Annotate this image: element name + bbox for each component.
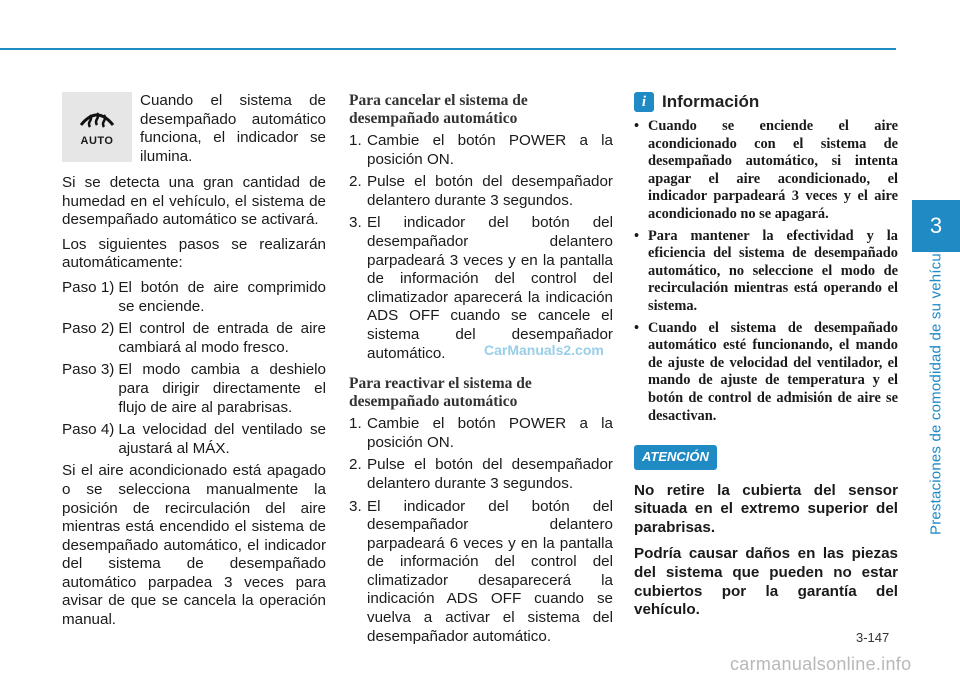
step-item (62, 421, 326, 458)
step-item (62, 361, 326, 417)
paragraph: Los siguientes pasos se realizarán automáticamente: (62, 235, 326, 272)
auto-label: AUTO (80, 135, 114, 148)
column-middle (349, 92, 613, 658)
info-title: Información (662, 91, 760, 111)
section-heading: Para reactivar el sistema de desempañado automático (349, 375, 532, 411)
step-text: La velocidad del ventilado se ajustará al MÁX. (118, 421, 326, 457)
column-left (62, 92, 326, 636)
header-rule (0, 48, 896, 50)
column-right (634, 92, 898, 628)
list-number: 1. (349, 415, 362, 433)
list-item (634, 228, 898, 316)
list-text: El indicador del botón del desempañador delantero parpadeará 3 veces y en la pantalla de información del control del climatizador aparecerá la indicación ADS OFF cuando se cancele el sistema del desempañador automático. (367, 214, 613, 362)
bullet-icon: • (634, 118, 640, 134)
list-item (349, 415, 613, 452)
list-number: 3. (349, 214, 362, 232)
list-text: Cambie el botón POWER a la posición ON. (367, 415, 613, 451)
paragraph: Si el aire acondicionado está apagado o se selecciona manualmente la posición de recirculación del aire mientras está encendido el sistema de desempañado automático, el indicador del sistema de desempañado automático parpadea 3 veces para avisar de que se cancela la operación manual. (62, 462, 326, 629)
list-number: 2. (349, 173, 362, 191)
list-item (349, 214, 613, 363)
list-text: Cuando se enciende el aire acondicionado con el sistema de desempañado automático, si intenta apagar el aire acondicionado, el indicador parpadeará 3 veces y el aire acondicionado no se apagará. (648, 118, 898, 222)
numbered-list (349, 132, 613, 363)
section-heading: Para cancelar el sistema de desempañado automático (349, 92, 528, 127)
bullet-icon: • (634, 319, 640, 336)
section-title: Prestaciones de comodidad de su vehículo (927, 240, 945, 536)
list-text: Para mantener la efectividad y la eficiencia del sistema de desempañado automático, no seleccione el modo de recirculación mientras está operando el sistema. (648, 227, 898, 314)
info-icon: i (634, 92, 654, 112)
list-item (634, 320, 898, 426)
step-item (62, 320, 326, 357)
list-number: 3. (349, 497, 362, 515)
attention-badge: ATENCIÓN (634, 445, 717, 470)
intro-text: Cuando el sistema de desempañado automático funciona, el indicador se ilumina. (140, 92, 326, 165)
chapter-number: 3 (929, 213, 943, 238)
info-list (634, 118, 898, 425)
auto-defog-indicator (62, 92, 132, 162)
list-number: 1. (349, 132, 362, 149)
step-label: Paso 3) (62, 361, 115, 379)
watermark: CarManuals2.com (484, 342, 604, 358)
list-item (634, 118, 898, 224)
warning-text: No retire la cubierta del sensor situada en el extremo superior del parabrisas. (634, 481, 898, 536)
list-text: El indicador del botón del desempañador delantero parpadeará 6 veces y en la pantalla de información del control del climatizador desaparecerá la indicación ADS OFF cuando se vuelva a activar el sistema del desempañador automático. (367, 497, 613, 645)
page-number: 3-147 (856, 630, 890, 645)
list-item (349, 456, 613, 493)
warning-text: Podría causar daños en las piezas del sistema que pueden no estar cubiertos por la garantía del vehículo. (634, 545, 898, 619)
list-text: Cuando el sistema de desempañado automático esté funcionando, el mando de ajuste de velocidad del ventilador, el mando de ajuste de temperatura y el botón de control de admisión de aire se desactivan. (648, 319, 898, 424)
list-text: Cambie el botón POWER a la posición ON. (367, 132, 613, 168)
step-text: El modo cambia a deshielo para dirigir directamente el flujo de aire al parabrisas. (118, 361, 326, 416)
list-item (349, 132, 613, 169)
step-text: El botón de aire comprimido se enciende. (118, 278, 326, 315)
numbered-list (349, 415, 613, 646)
step-label: Paso 4) (62, 421, 115, 439)
list-item (349, 498, 613, 647)
bullet-icon: • (634, 227, 640, 244)
windshield-defrost-icon (77, 103, 117, 131)
footer-watermark: carmanualsonline.info (730, 654, 912, 674)
list-text: Pulse el botón del desempañador delantero durante 3 segundos. (367, 173, 613, 209)
list-text: Pulse el botón del desempañador delantero durante 3 segundos. (367, 456, 613, 492)
step-label: Paso 1) (62, 278, 115, 296)
step-text: El control de entrada de aire cambiará al modo fresco. (118, 320, 326, 356)
step-item (62, 279, 326, 316)
paragraph: Si se detecta una gran cantidad de humedad en el vehículo, el sistema de desempañado automático se activará. (62, 174, 326, 229)
step-label: Paso 2) (62, 320, 115, 338)
info-header (634, 92, 898, 112)
list-number: 2. (349, 456, 362, 474)
list-item (349, 173, 613, 210)
